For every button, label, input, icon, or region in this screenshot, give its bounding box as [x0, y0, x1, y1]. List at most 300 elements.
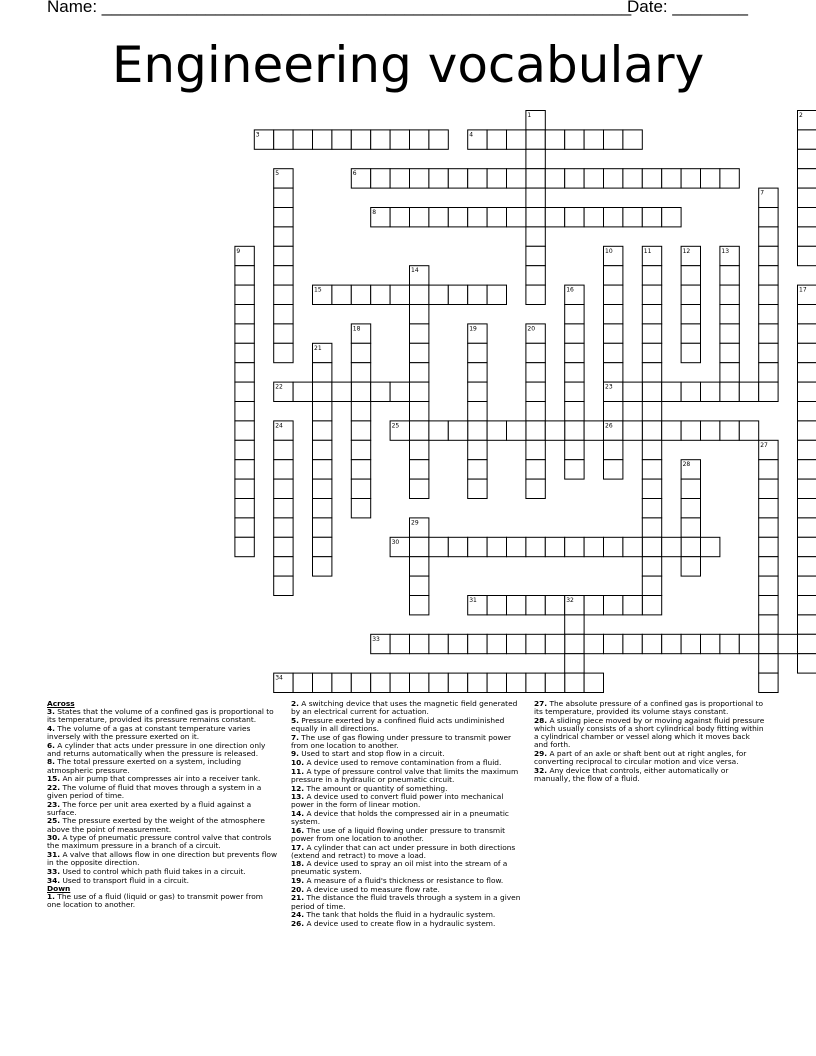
grid-cell[interactable] — [274, 266, 293, 285]
grid-cell[interactable] — [410, 421, 429, 440]
grid-cell[interactable] — [565, 169, 584, 188]
grid-cell[interactable] — [429, 130, 448, 149]
grid-cell[interactable] — [545, 634, 564, 653]
grid-cell[interactable] — [623, 634, 642, 653]
grid-cell[interactable] — [642, 557, 661, 576]
grid-cell[interactable] — [274, 576, 293, 595]
grid-cell[interactable] — [390, 285, 409, 304]
grid-cell[interactable] — [720, 266, 739, 285]
grid-cell[interactable] — [274, 499, 293, 518]
grid-cell[interactable] — [798, 518, 816, 537]
grid-cell[interactable] — [720, 305, 739, 324]
grid-cell[interactable] — [798, 343, 816, 362]
grid-cell[interactable] — [507, 673, 526, 692]
grid-cell[interactable] — [526, 634, 545, 653]
grid-cell[interactable] — [313, 402, 332, 421]
grid-cell[interactable] — [565, 382, 584, 401]
grid-cell[interactable] — [274, 208, 293, 227]
grid-cell[interactable] — [274, 130, 293, 149]
grid-cell[interactable] — [739, 634, 758, 653]
grid-cell[interactable] — [662, 208, 681, 227]
grid-cell[interactable] — [429, 169, 448, 188]
grid-cell[interactable] — [545, 130, 564, 149]
grid-cell[interactable] — [642, 343, 661, 362]
grid-cell[interactable] — [351, 382, 370, 401]
grid-cell[interactable] — [739, 382, 758, 401]
grid-cell[interactable] — [410, 324, 429, 343]
grid-cell[interactable] — [662, 382, 681, 401]
grid-cell[interactable] — [448, 421, 467, 440]
grid-cell[interactable] — [701, 537, 720, 556]
grid-cell[interactable] — [390, 673, 409, 692]
grid-cell[interactable] — [798, 460, 816, 479]
grid-cell[interactable] — [681, 324, 700, 343]
grid-cell[interactable] — [371, 169, 390, 188]
grid-cell[interactable] — [410, 479, 429, 498]
grid-cell[interactable] — [313, 363, 332, 382]
grid-cell[interactable] — [565, 440, 584, 459]
grid-cell[interactable] — [642, 285, 661, 304]
grid-cell[interactable] — [565, 673, 584, 692]
grid-cell[interactable] — [507, 208, 526, 227]
grid-cell[interactable] — [681, 421, 700, 440]
grid-cell[interactable] — [410, 557, 429, 576]
grid-cell[interactable] — [371, 130, 390, 149]
grid-cell[interactable] — [410, 576, 429, 595]
grid-cell[interactable] — [798, 149, 816, 168]
grid-cell[interactable] — [410, 460, 429, 479]
grid-cell[interactable] — [759, 343, 778, 362]
grid-cell[interactable] — [235, 343, 254, 362]
grid-cell[interactable] — [798, 440, 816, 459]
grid-cell[interactable] — [526, 382, 545, 401]
grid-cell[interactable] — [759, 363, 778, 382]
grid-cell[interactable] — [390, 382, 409, 401]
grid-cell[interactable] — [642, 421, 661, 440]
grid-cell[interactable] — [235, 324, 254, 343]
grid-cell[interactable] — [235, 537, 254, 556]
grid-cell[interactable] — [351, 343, 370, 362]
grid-cell[interactable] — [487, 169, 506, 188]
grid-cell[interactable] — [623, 208, 642, 227]
grid-cell[interactable] — [681, 382, 700, 401]
grid-cell[interactable] — [604, 266, 623, 285]
grid-cell[interactable] — [351, 440, 370, 459]
grid-cell[interactable] — [798, 188, 816, 207]
grid-cell[interactable] — [429, 537, 448, 556]
grid-cell[interactable] — [371, 382, 390, 401]
grid-cell[interactable] — [410, 130, 429, 149]
grid-cell[interactable] — [487, 130, 506, 149]
grid-cell[interactable] — [351, 130, 370, 149]
grid-cell[interactable] — [235, 440, 254, 459]
grid-cell[interactable] — [332, 285, 351, 304]
grid-cell[interactable] — [468, 208, 487, 227]
grid-cell[interactable] — [798, 499, 816, 518]
grid-cell[interactable] — [274, 227, 293, 246]
grid-cell[interactable] — [429, 208, 448, 227]
grid-cell[interactable] — [468, 421, 487, 440]
grid-cell[interactable] — [545, 421, 564, 440]
grid-cell[interactable] — [468, 537, 487, 556]
grid-cell[interactable] — [720, 324, 739, 343]
grid-cell[interactable] — [662, 421, 681, 440]
grid-cell[interactable] — [410, 305, 429, 324]
grid-cell[interactable] — [235, 402, 254, 421]
grid-cell[interactable] — [468, 382, 487, 401]
grid-cell[interactable] — [681, 285, 700, 304]
grid-cell[interactable] — [798, 246, 816, 265]
grid-cell[interactable] — [642, 634, 661, 653]
grid-cell[interactable] — [662, 634, 681, 653]
grid-cell[interactable] — [759, 499, 778, 518]
grid-cell[interactable] — [429, 285, 448, 304]
grid-cell[interactable] — [390, 634, 409, 653]
grid-cell[interactable] — [565, 130, 584, 149]
grid-cell[interactable] — [642, 576, 661, 595]
grid-cell[interactable] — [584, 634, 603, 653]
grid-cell[interactable] — [759, 208, 778, 227]
grid-cell[interactable] — [759, 227, 778, 246]
grid-cell[interactable] — [526, 537, 545, 556]
grid-cell[interactable] — [623, 130, 642, 149]
grid-cell[interactable] — [642, 305, 661, 324]
grid-cell[interactable] — [487, 673, 506, 692]
grid-cell[interactable] — [429, 634, 448, 653]
grid-cell[interactable] — [642, 266, 661, 285]
grid-cell[interactable] — [720, 634, 739, 653]
grid-cell[interactable] — [313, 440, 332, 459]
grid-cell[interactable] — [720, 363, 739, 382]
grid-cell[interactable] — [739, 421, 758, 440]
grid-cell[interactable] — [313, 518, 332, 537]
grid-cell[interactable] — [759, 305, 778, 324]
grid-cell[interactable] — [545, 169, 564, 188]
grid-cell[interactable] — [293, 130, 312, 149]
grid-cell[interactable] — [545, 208, 564, 227]
grid-cell[interactable] — [429, 421, 448, 440]
grid-cell[interactable] — [410, 363, 429, 382]
grid-cell[interactable] — [642, 208, 661, 227]
grid-cell[interactable] — [798, 634, 816, 653]
grid-cell[interactable] — [429, 673, 448, 692]
grid-cell[interactable] — [604, 460, 623, 479]
grid-cell[interactable] — [313, 479, 332, 498]
grid-cell[interactable] — [468, 634, 487, 653]
grid-cell[interactable] — [681, 266, 700, 285]
grid-cell[interactable] — [468, 285, 487, 304]
grid-cell[interactable] — [468, 343, 487, 362]
grid-cell[interactable] — [468, 673, 487, 692]
grid-cell[interactable] — [526, 246, 545, 265]
grid-cell[interactable] — [351, 402, 370, 421]
grid-cell[interactable] — [371, 285, 390, 304]
grid-cell[interactable] — [798, 654, 816, 673]
grid-cell[interactable] — [662, 537, 681, 556]
grid-cell[interactable] — [410, 208, 429, 227]
grid-cell[interactable] — [604, 596, 623, 615]
grid-cell[interactable] — [448, 169, 467, 188]
grid-cell[interactable] — [274, 440, 293, 459]
grid-cell[interactable] — [798, 227, 816, 246]
grid-cell[interactable] — [642, 537, 661, 556]
grid-cell[interactable] — [720, 382, 739, 401]
grid-cell[interactable] — [313, 557, 332, 576]
grid-cell[interactable] — [390, 130, 409, 149]
grid-cell[interactable] — [642, 596, 661, 615]
grid-cell[interactable] — [759, 673, 778, 692]
grid-cell[interactable] — [545, 673, 564, 692]
grid-cell[interactable] — [468, 440, 487, 459]
grid-cell[interactable] — [759, 266, 778, 285]
grid-cell[interactable] — [526, 208, 545, 227]
grid-cell[interactable] — [507, 421, 526, 440]
grid-cell[interactable] — [604, 324, 623, 343]
grid-cell[interactable] — [293, 673, 312, 692]
grid-cell[interactable] — [410, 673, 429, 692]
grid-cell[interactable] — [274, 285, 293, 304]
grid-cell[interactable] — [468, 479, 487, 498]
grid-cell[interactable] — [623, 537, 642, 556]
grid-cell[interactable] — [778, 634, 797, 653]
grid-cell[interactable] — [526, 421, 545, 440]
grid-cell[interactable] — [526, 188, 545, 207]
grid-cell[interactable] — [565, 343, 584, 362]
grid-cell[interactable] — [410, 596, 429, 615]
grid-cell[interactable] — [313, 673, 332, 692]
grid-cell[interactable] — [410, 169, 429, 188]
grid-cell[interactable] — [351, 363, 370, 382]
grid-cell[interactable] — [526, 402, 545, 421]
grid-cell[interactable] — [468, 460, 487, 479]
grid-cell[interactable] — [798, 324, 816, 343]
grid-cell[interactable] — [487, 208, 506, 227]
grid-cell[interactable] — [584, 596, 603, 615]
grid-cell[interactable] — [798, 596, 816, 615]
grid-cell[interactable] — [565, 363, 584, 382]
grid-cell[interactable] — [274, 557, 293, 576]
grid-cell[interactable] — [604, 208, 623, 227]
grid-cell[interactable] — [235, 499, 254, 518]
grid-cell[interactable] — [274, 460, 293, 479]
grid-cell[interactable] — [351, 460, 370, 479]
grid-cell[interactable] — [604, 440, 623, 459]
grid-cell[interactable] — [642, 324, 661, 343]
grid-cell[interactable] — [759, 537, 778, 556]
grid-cell[interactable] — [759, 557, 778, 576]
grid-cell[interactable] — [565, 421, 584, 440]
grid-cell[interactable] — [681, 499, 700, 518]
grid-cell[interactable] — [274, 305, 293, 324]
grid-cell[interactable] — [681, 305, 700, 324]
grid-cell[interactable] — [798, 169, 816, 188]
grid-cell[interactable] — [235, 285, 254, 304]
grid-cell[interactable] — [701, 382, 720, 401]
grid-cell[interactable] — [410, 285, 429, 304]
grid-cell[interactable] — [274, 343, 293, 362]
grid-cell[interactable] — [720, 343, 739, 362]
grid-cell[interactable] — [332, 673, 351, 692]
grid-cell[interactable] — [623, 596, 642, 615]
grid-cell[interactable] — [507, 537, 526, 556]
grid-cell[interactable] — [526, 596, 545, 615]
grid-cell[interactable] — [351, 285, 370, 304]
grid-cell[interactable] — [759, 382, 778, 401]
grid-cell[interactable] — [410, 343, 429, 362]
grid-cell[interactable] — [584, 673, 603, 692]
grid-cell[interactable] — [604, 130, 623, 149]
grid-cell[interactable] — [642, 440, 661, 459]
grid-cell[interactable] — [274, 518, 293, 537]
grid-cell[interactable] — [798, 479, 816, 498]
grid-cell[interactable] — [584, 208, 603, 227]
grid-cell[interactable] — [526, 440, 545, 459]
grid-cell[interactable] — [235, 266, 254, 285]
grid-cell[interactable] — [662, 169, 681, 188]
grid-cell[interactable] — [759, 654, 778, 673]
grid-cell[interactable] — [798, 615, 816, 634]
grid-cell[interactable] — [565, 634, 584, 653]
grid-cell[interactable] — [642, 169, 661, 188]
grid-cell[interactable] — [759, 518, 778, 537]
grid-cell[interactable] — [235, 479, 254, 498]
grid-cell[interactable] — [798, 382, 816, 401]
grid-cell[interactable] — [565, 460, 584, 479]
grid-cell[interactable] — [681, 343, 700, 362]
grid-cell[interactable] — [313, 537, 332, 556]
grid-cell[interactable] — [759, 615, 778, 634]
grid-cell[interactable] — [313, 130, 332, 149]
grid-cell[interactable] — [584, 130, 603, 149]
grid-cell[interactable] — [623, 421, 642, 440]
grid-cell[interactable] — [526, 673, 545, 692]
grid-cell[interactable] — [565, 208, 584, 227]
grid-cell[interactable] — [468, 169, 487, 188]
grid-cell[interactable] — [623, 169, 642, 188]
grid-cell[interactable] — [526, 479, 545, 498]
grid-cell[interactable] — [545, 596, 564, 615]
grid-cell[interactable] — [701, 421, 720, 440]
grid-cell[interactable] — [235, 363, 254, 382]
grid-cell[interactable] — [798, 402, 816, 421]
grid-cell[interactable] — [448, 208, 467, 227]
grid-cell[interactable] — [313, 499, 332, 518]
grid-cell[interactable] — [759, 479, 778, 498]
grid-cell[interactable] — [274, 324, 293, 343]
grid-cell[interactable] — [642, 460, 661, 479]
grid-cell[interactable] — [390, 169, 409, 188]
grid-cell[interactable] — [798, 208, 816, 227]
grid-cell[interactable] — [681, 518, 700, 537]
grid-cell[interactable] — [448, 673, 467, 692]
grid-cell[interactable] — [759, 460, 778, 479]
grid-cell[interactable] — [604, 285, 623, 304]
grid-cell[interactable] — [604, 634, 623, 653]
grid-cell[interactable] — [313, 460, 332, 479]
grid-cell[interactable] — [526, 169, 545, 188]
grid-cell[interactable] — [798, 305, 816, 324]
grid-cell[interactable] — [720, 285, 739, 304]
grid-cell[interactable] — [526, 285, 545, 304]
grid-cell[interactable] — [274, 479, 293, 498]
grid-cell[interactable] — [642, 363, 661, 382]
grid-cell[interactable] — [681, 479, 700, 498]
grid-cell[interactable] — [798, 557, 816, 576]
grid-cell[interactable] — [604, 402, 623, 421]
grid-cell[interactable] — [759, 285, 778, 304]
grid-cell[interactable] — [468, 363, 487, 382]
grid-cell[interactable] — [351, 421, 370, 440]
grid-cell[interactable] — [526, 460, 545, 479]
name-field-label[interactable]: Name: ________________________________________________________ — [47, 0, 632, 16]
grid-cell[interactable] — [526, 266, 545, 285]
grid-cell[interactable] — [604, 343, 623, 362]
grid-cell[interactable] — [604, 363, 623, 382]
grid-cell[interactable] — [720, 169, 739, 188]
grid-cell[interactable] — [604, 305, 623, 324]
grid-cell[interactable] — [565, 324, 584, 343]
grid-cell[interactable] — [293, 382, 312, 401]
grid-cell[interactable] — [526, 130, 545, 149]
grid-cell[interactable] — [448, 285, 467, 304]
grid-cell[interactable] — [584, 421, 603, 440]
grid-cell[interactable] — [448, 537, 467, 556]
grid-cell[interactable] — [759, 324, 778, 343]
grid-cell[interactable] — [798, 421, 816, 440]
grid-cell[interactable] — [759, 246, 778, 265]
grid-cell[interactable] — [565, 615, 584, 634]
grid-cell[interactable] — [526, 343, 545, 362]
grid-cell[interactable] — [410, 382, 429, 401]
grid-cell[interactable] — [798, 576, 816, 595]
grid-cell[interactable] — [642, 499, 661, 518]
grid-cell[interactable] — [584, 169, 603, 188]
grid-cell[interactable] — [390, 208, 409, 227]
grid-cell[interactable] — [410, 440, 429, 459]
grid-cell[interactable] — [507, 596, 526, 615]
grid-cell[interactable] — [623, 382, 642, 401]
grid-cell[interactable] — [235, 421, 254, 440]
grid-cell[interactable] — [720, 421, 739, 440]
grid-cell[interactable] — [798, 130, 816, 149]
grid-cell[interactable] — [487, 596, 506, 615]
grid-cell[interactable] — [332, 130, 351, 149]
grid-cell[interactable] — [235, 305, 254, 324]
grid-cell[interactable] — [545, 537, 564, 556]
grid-cell[interactable] — [759, 576, 778, 595]
grid-cell[interactable] — [235, 382, 254, 401]
grid-cell[interactable] — [274, 537, 293, 556]
grid-cell[interactable] — [584, 537, 603, 556]
grid-cell[interactable] — [681, 537, 700, 556]
grid-cell[interactable] — [701, 169, 720, 188]
grid-cell[interactable] — [642, 479, 661, 498]
grid-cell[interactable] — [642, 382, 661, 401]
grid-cell[interactable] — [332, 382, 351, 401]
grid-cell[interactable] — [642, 518, 661, 537]
grid-cell[interactable] — [681, 634, 700, 653]
grid-cell[interactable] — [681, 169, 700, 188]
grid-cell[interactable] — [565, 305, 584, 324]
grid-cell[interactable] — [410, 537, 429, 556]
grid-cell[interactable] — [681, 557, 700, 576]
grid-cell[interactable] — [235, 518, 254, 537]
grid-cell[interactable] — [507, 634, 526, 653]
grid-cell[interactable] — [274, 188, 293, 207]
date-field-label[interactable]: Date: ________ — [627, 0, 748, 16]
grid-cell[interactable] — [526, 149, 545, 168]
grid-cell[interactable] — [274, 246, 293, 265]
